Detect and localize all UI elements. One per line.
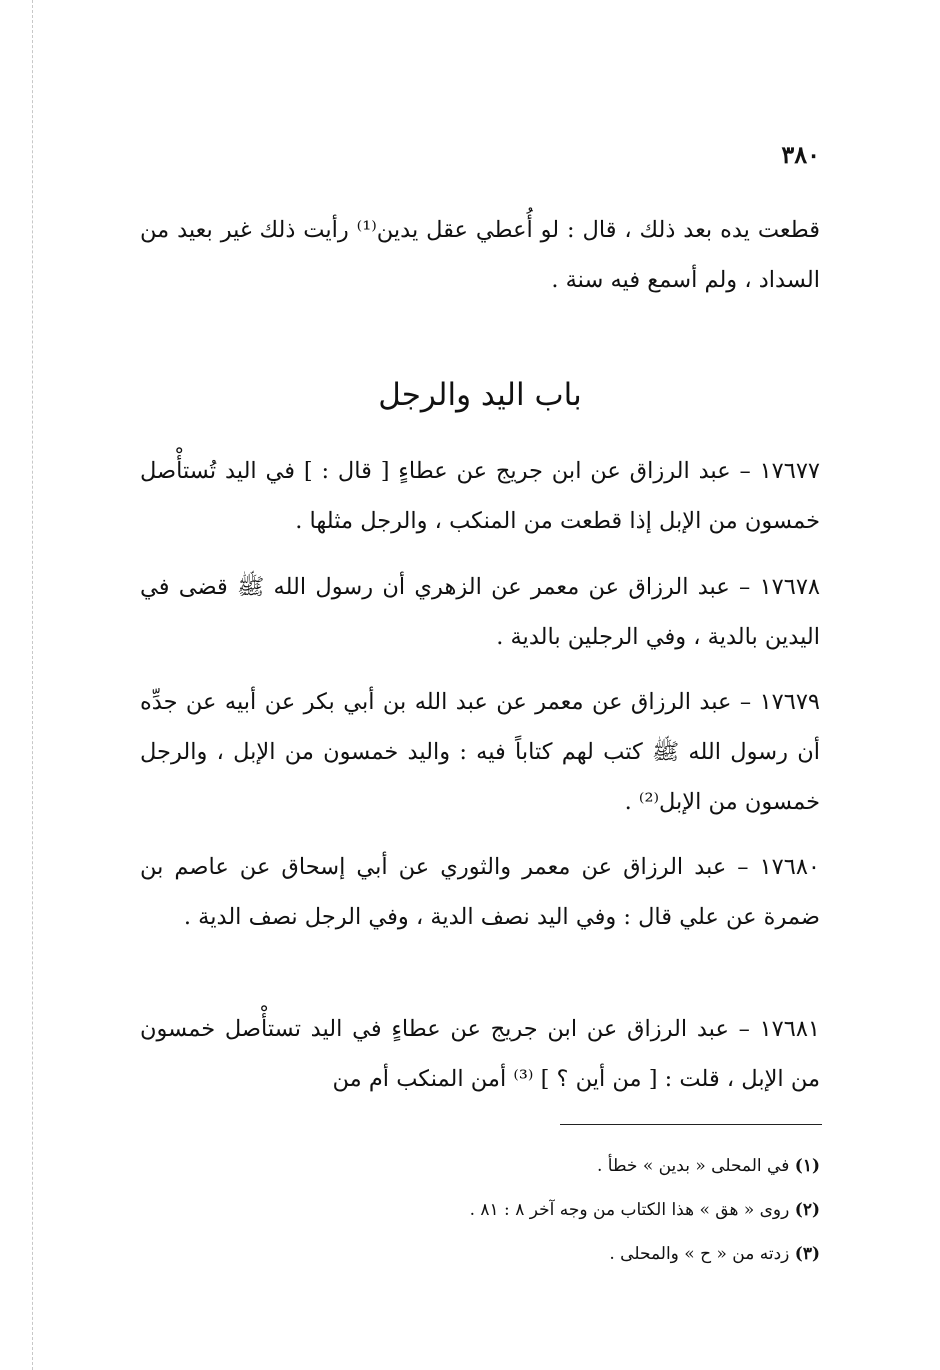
footnote-1 [300, 1144, 820, 1188]
hadith-17681: ١٧٦٨١ – عبد الرزاق عن ابن جريج عن عطاءٍ في اليد تستأْصل خمسون من الإبل ، قلت : [ من أين ؟ ] ⁽³⁾ أمن المنكب أم من [140, 1016, 820, 1092]
footnote-text: في المحلى « بدين » خطأ . [596, 1156, 790, 1176]
footnote-2 [300, 1188, 820, 1232]
footnote-3 [300, 1232, 820, 1276]
hadith-17680: ١٧٦٨٠ – عبد الرزاق عن معمر والثوري عن أبي إسحاق عن عاصم بن ضمرة عن علي قال : وفي اليد نصف الدية ، وفي الرجل نصف الدية . [140, 854, 820, 930]
hadith-17677: ١٧٦٧٧ – عبد الرزاق عن ابن جريج عن عطاءٍ [ قال : ] في اليد تُستأْصل خمسون من الإبل إذا قطعت من المنكب ، والرجل مثلها . [140, 458, 820, 534]
section-heading: باب اليد والرجل [378, 377, 582, 413]
intro-paragraph: قطعت يده بعد ذلك ، قال : لو أُعطي عقل يدين⁽¹⁾ رأيت ذلك غير بعيد من السداد ، ولم أسمع فيه سنة . [140, 217, 821, 293]
footnote-text: زدته من « ح » والمحلى . [609, 1244, 790, 1264]
page-number: ٣٨٠ [781, 140, 820, 169]
footnote-number: (٢) [794, 1200, 820, 1220]
footnotes [300, 1144, 820, 1276]
hadith-17678: ١٧٦٧٨ – عبد الرزاق عن معمر عن الزهري أن رسول الله ﷺ قضى في اليدين بالدية ، وفي الرجلين بالدية . [140, 574, 820, 650]
footnote-number: (١) [794, 1156, 820, 1176]
footnote-text: روى « هق » هذا الكتاب من وجه آخر ٨ : ٨١ . [469, 1200, 790, 1220]
page-edge-line [32, 0, 33, 1370]
hadith-17679: ١٧٦٧٩ – عبد الرزاق عن معمر عن عبد الله بن أبي بكر عن أبيه عن جدِّه أن رسول الله ﷺ كتب لهم كتاباً فيه : واليد خمسون من الإبل ، والرجل خمسون من الإبل⁽²⁾ . [140, 689, 820, 815]
footnote-divider [560, 1124, 822, 1125]
footnote-number: (٣) [794, 1244, 820, 1264]
